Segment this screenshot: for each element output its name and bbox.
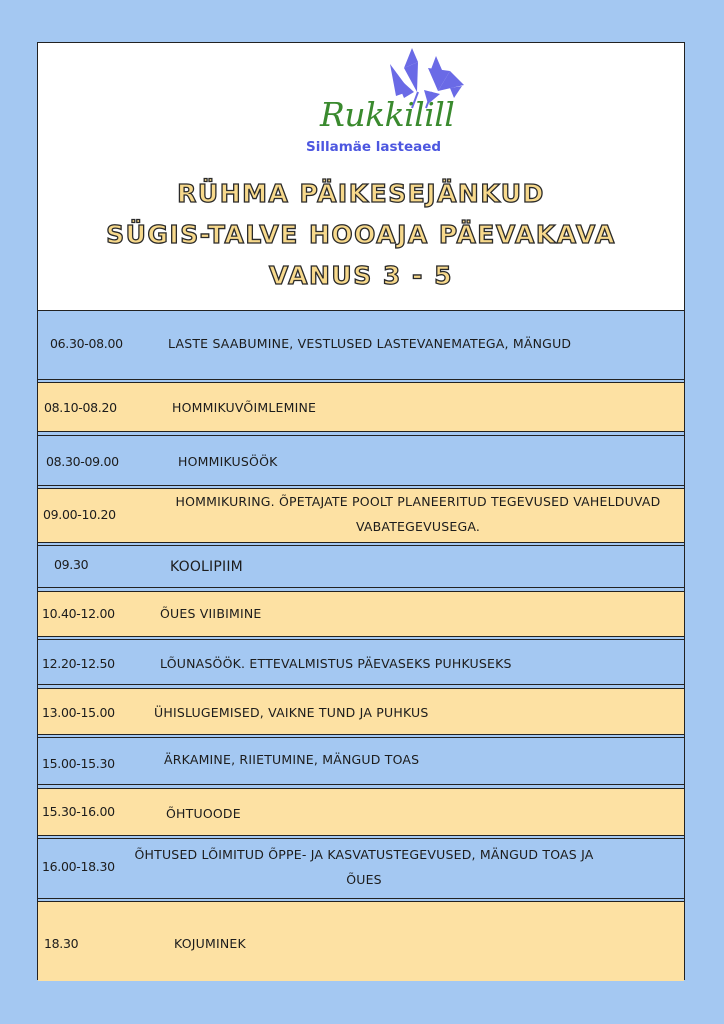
title-line-3: VANUS 3 - 5	[268, 261, 453, 290]
schedule-row	[38, 435, 684, 486]
schedule-time: 16.00-18.30	[42, 859, 115, 874]
schedule-row	[38, 901, 684, 981]
schedule-activity: ÕUES VIIBIMINE	[160, 606, 262, 621]
schedule-activity: HOMMIKUVÕIMLEMINE	[172, 400, 317, 415]
schedule-row	[38, 382, 684, 432]
schedule-row	[38, 838, 684, 899]
schedule-row	[38, 639, 684, 685]
schedule-time: 12.20-12.50	[42, 656, 115, 671]
title-line-2: SÜGIS-TALVE HOOAJA PÄEVAKAVA	[106, 220, 616, 249]
schedule-activity: ÕHTUSED LÕIMITUD ÕPPE- JA KASVATUSTEGEVUSED, MÄNGUD TOAS JA ÕUES	[134, 847, 594, 887]
logo-name: Rukkilill	[320, 95, 455, 134]
schedule-activity: HOMMIKUSÖÖK	[178, 454, 278, 469]
schedule-time: 09.00-10.20	[43, 507, 116, 522]
header	[38, 43, 684, 311]
schedule-time: 13.00-15.00	[42, 705, 115, 720]
schedule-row	[38, 545, 684, 588]
schedule-activity: HOMMIKURING. ÕPETAJATE POOLT PLANEERITUD TEGEVUSED VAHELDUVAD VABATEGEVUSEGA.	[175, 494, 661, 534]
schedule-time: 08.10-08.20	[44, 400, 117, 415]
schedule-activity: LASTE SAABUMINE, VESTLUSED LASTEVANEMATEGA, MÄNGUD	[168, 336, 572, 351]
schedule-time: 15.30-16.00	[42, 804, 115, 819]
schedule-time: 09.30	[54, 557, 89, 572]
schedule-activity: KOJUMINEK	[174, 936, 246, 951]
logo-subtitle: Sillamäe lasteaed	[306, 139, 442, 155]
schedule-time: 08.30-09.00	[46, 454, 119, 469]
schedule-activity: LÕUNASÖÖK. ETTEVALMISTUS PÄEVASEKS PUHKUSEKS	[160, 656, 512, 671]
schedule-activity: KOOLIPIIM	[170, 559, 243, 575]
schedule-sheet	[37, 42, 685, 980]
schedule-row	[38, 688, 684, 735]
schedule-activity: ÄRKAMINE, RIIETUMINE, MÄNGUD TOAS	[164, 752, 420, 767]
schedule-time: 06.30-08.00	[50, 336, 123, 351]
schedule-activity: ÜHISLUGEMISED, VAIKNE TUND JA PUHKUS	[154, 705, 429, 720]
schedule-row	[38, 591, 684, 637]
schedule-time: 18.30	[44, 936, 79, 951]
schedule-row	[38, 488, 684, 543]
schedule-row	[38, 737, 684, 785]
schedule-activity: ÕHTUOODE	[166, 806, 241, 821]
schedule-row	[38, 311, 684, 380]
schedule-time: 15.00-15.30	[42, 756, 115, 771]
title-line-1: RÜHMA PÄIKESEJÄNKUD	[177, 179, 545, 208]
schedule-time: 10.40-12.00	[42, 606, 115, 621]
schedule-row	[38, 788, 684, 836]
